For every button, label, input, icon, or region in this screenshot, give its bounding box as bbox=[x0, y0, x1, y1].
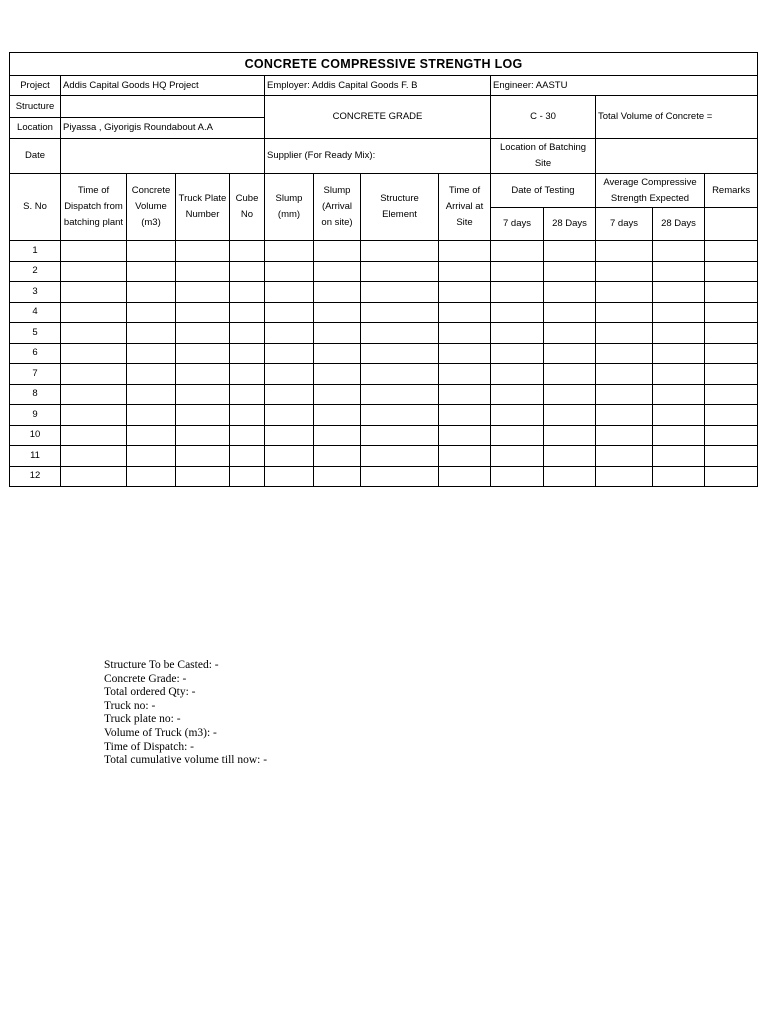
empty-cell bbox=[361, 425, 439, 446]
empty-cell bbox=[127, 405, 176, 426]
empty-cell bbox=[230, 241, 265, 262]
empty-cell bbox=[544, 425, 596, 446]
empty-cell bbox=[653, 282, 705, 303]
empty-cell bbox=[361, 302, 439, 323]
empty-cell bbox=[265, 302, 314, 323]
note-cumulative-volume: Total cumulative volume till now: - bbox=[104, 754, 268, 767]
empty-cell bbox=[61, 282, 127, 303]
empty-cell bbox=[265, 343, 314, 364]
empty-cell bbox=[439, 241, 491, 262]
table-row bbox=[10, 241, 758, 262]
table-row bbox=[10, 405, 758, 426]
location-value: Piyassa , Giyorigis Roundabout A.A bbox=[61, 118, 265, 139]
empty-cell bbox=[491, 282, 544, 303]
empty-cell bbox=[705, 446, 758, 467]
concrete-grade-value: C - 30 bbox=[491, 96, 596, 139]
empty-cell bbox=[439, 405, 491, 426]
empty-cell bbox=[596, 282, 653, 303]
empty-cell bbox=[491, 364, 544, 385]
empty-cell bbox=[61, 364, 127, 385]
col-structure-element: Structure Element bbox=[361, 174, 439, 241]
empty-cell bbox=[361, 343, 439, 364]
empty-cell bbox=[439, 302, 491, 323]
project-label: Project bbox=[10, 76, 61, 96]
empty-cell bbox=[491, 343, 544, 364]
col-truck-plate: Truck Plate Number bbox=[176, 174, 230, 241]
empty-cell bbox=[176, 446, 230, 467]
empty-cell bbox=[230, 343, 265, 364]
empty-cell bbox=[176, 261, 230, 282]
empty-cell bbox=[544, 364, 596, 385]
empty-cell bbox=[314, 302, 361, 323]
empty-cell bbox=[61, 466, 127, 487]
col-remarks: Remarks bbox=[705, 174, 758, 208]
note-truck-volume: Volume of Truck (m3): - bbox=[104, 726, 217, 739]
empty-cell bbox=[653, 302, 705, 323]
col-date-testing: Date of Testing bbox=[491, 174, 596, 208]
note-truck-no: Truck no: - bbox=[104, 699, 156, 712]
empty-cell bbox=[176, 241, 230, 262]
empty-cell bbox=[596, 323, 653, 344]
empty-cell bbox=[439, 323, 491, 344]
empty-cell bbox=[596, 446, 653, 467]
empty-cell bbox=[491, 323, 544, 344]
col-time-arrival: Time of Arrival at Site bbox=[439, 174, 491, 241]
empty-cell bbox=[705, 323, 758, 344]
supplier-field: Supplier (For Ready Mix): bbox=[265, 139, 491, 174]
empty-cell bbox=[705, 384, 758, 405]
empty-cell bbox=[653, 323, 705, 344]
empty-cell bbox=[439, 446, 491, 467]
empty-cell bbox=[544, 261, 596, 282]
table-row bbox=[10, 466, 758, 487]
row-number: 10 bbox=[10, 425, 61, 446]
table-row bbox=[10, 343, 758, 364]
concrete-grade-label: CONCRETE GRADE bbox=[265, 96, 491, 139]
empty-cell bbox=[653, 466, 705, 487]
empty-cell bbox=[265, 466, 314, 487]
empty-cell bbox=[127, 261, 176, 282]
empty-cell bbox=[314, 323, 361, 344]
empty-cell bbox=[265, 323, 314, 344]
empty-cell bbox=[127, 302, 176, 323]
empty-cell bbox=[705, 282, 758, 303]
empty-cell bbox=[230, 466, 265, 487]
table-row bbox=[10, 302, 758, 323]
empty-cell bbox=[596, 384, 653, 405]
empty-cell bbox=[61, 323, 127, 344]
empty-cell bbox=[361, 261, 439, 282]
strength-log-table bbox=[9, 52, 758, 487]
empty-cell bbox=[491, 466, 544, 487]
empty-cell bbox=[705, 261, 758, 282]
col-strength-7-days: 7 days bbox=[596, 208, 653, 241]
empty-cell bbox=[176, 405, 230, 426]
empty-cell bbox=[439, 282, 491, 303]
empty-cell bbox=[176, 282, 230, 303]
empty-cell bbox=[61, 241, 127, 262]
empty-cell bbox=[314, 364, 361, 385]
empty-cell bbox=[314, 466, 361, 487]
empty-cell bbox=[127, 425, 176, 446]
row-number: 12 bbox=[10, 466, 61, 487]
empty-cell bbox=[230, 446, 265, 467]
empty-cell bbox=[265, 364, 314, 385]
empty-cell bbox=[361, 446, 439, 467]
empty-cell bbox=[705, 466, 758, 487]
table-row bbox=[10, 384, 758, 405]
empty-cell bbox=[265, 384, 314, 405]
empty-cell bbox=[705, 425, 758, 446]
empty-cell bbox=[265, 282, 314, 303]
empty-cell bbox=[230, 405, 265, 426]
empty-cell bbox=[491, 241, 544, 262]
empty-cell bbox=[314, 384, 361, 405]
empty-cell bbox=[314, 261, 361, 282]
col-testing-7-days: 7 days bbox=[491, 208, 544, 241]
empty-cell bbox=[544, 405, 596, 426]
empty-cell bbox=[61, 384, 127, 405]
row-number: 5 bbox=[10, 323, 61, 344]
casting-notes bbox=[104, 659, 267, 768]
empty-cell bbox=[314, 282, 361, 303]
empty-cell bbox=[314, 446, 361, 467]
empty-cell bbox=[127, 343, 176, 364]
empty-cell bbox=[491, 384, 544, 405]
empty-cell bbox=[653, 261, 705, 282]
empty-cell bbox=[491, 302, 544, 323]
empty-cell bbox=[705, 241, 758, 262]
empty-cell bbox=[491, 425, 544, 446]
total-volume-field: Total Volume of Concrete = bbox=[596, 96, 758, 139]
empty-cell bbox=[127, 323, 176, 344]
empty-cell bbox=[265, 425, 314, 446]
empty-cell bbox=[361, 384, 439, 405]
empty-cell bbox=[596, 466, 653, 487]
empty-cell bbox=[265, 261, 314, 282]
note-time-dispatch: Time of Dispatch: - bbox=[104, 740, 194, 753]
empty-cell bbox=[127, 241, 176, 262]
empty-cell bbox=[361, 466, 439, 487]
row-number: 11 bbox=[10, 446, 61, 467]
table-row bbox=[10, 261, 758, 282]
empty-cell bbox=[544, 384, 596, 405]
empty-cell bbox=[596, 343, 653, 364]
empty-cell bbox=[596, 364, 653, 385]
empty-cell bbox=[544, 241, 596, 262]
row-number: 1 bbox=[10, 241, 61, 262]
batching-site-label: Location of Batching Site bbox=[491, 139, 596, 174]
col-slump-mm: Slump (mm) bbox=[265, 174, 314, 241]
empty-cell bbox=[705, 302, 758, 323]
row-number: 8 bbox=[10, 384, 61, 405]
empty-cell bbox=[653, 241, 705, 262]
empty-cell bbox=[176, 425, 230, 446]
empty-cell bbox=[230, 261, 265, 282]
location-label: Location bbox=[10, 118, 61, 139]
empty-cell bbox=[176, 323, 230, 344]
empty-cell bbox=[439, 384, 491, 405]
empty-cell bbox=[361, 282, 439, 303]
note-ordered-qty: Total ordered Qty: - bbox=[104, 686, 196, 699]
log-rows bbox=[10, 241, 758, 487]
note-truck-plate: Truck plate no: - bbox=[104, 713, 181, 726]
row-number: 7 bbox=[10, 364, 61, 385]
table-row bbox=[10, 446, 758, 467]
note-concrete-grade: Concrete Grade: - bbox=[104, 672, 187, 685]
col-testing-28-days: 28 Days bbox=[544, 208, 596, 241]
empty-cell bbox=[705, 405, 758, 426]
empty-cell bbox=[176, 384, 230, 405]
empty-cell bbox=[653, 425, 705, 446]
table-row bbox=[10, 282, 758, 303]
empty-cell bbox=[544, 302, 596, 323]
empty-cell bbox=[265, 241, 314, 262]
empty-cell bbox=[544, 282, 596, 303]
batching-site-value bbox=[596, 139, 758, 174]
row-number: 9 bbox=[10, 405, 61, 426]
project-value: Addis Capital Goods HQ Project bbox=[61, 76, 265, 96]
empty-cell bbox=[439, 466, 491, 487]
row-number: 2 bbox=[10, 261, 61, 282]
empty-cell bbox=[230, 425, 265, 446]
empty-cell bbox=[230, 302, 265, 323]
empty-cell bbox=[596, 241, 653, 262]
engineer-field: Engineer: AASTU bbox=[491, 76, 758, 96]
empty-cell bbox=[176, 466, 230, 487]
empty-cell bbox=[596, 405, 653, 426]
empty-cell bbox=[653, 384, 705, 405]
empty-cell bbox=[596, 302, 653, 323]
col-concrete-volume: Concrete Volume (m3) bbox=[127, 174, 176, 241]
structure-label: Structure bbox=[10, 96, 61, 118]
row-number: 3 bbox=[10, 282, 61, 303]
empty-cell bbox=[127, 282, 176, 303]
empty-cell bbox=[176, 364, 230, 385]
empty-cell bbox=[439, 261, 491, 282]
empty-cell bbox=[176, 302, 230, 323]
empty-cell bbox=[544, 466, 596, 487]
log-title: CONCRETE COMPRESSIVE STRENGTH LOG bbox=[10, 53, 758, 76]
col-remarks-sub bbox=[705, 208, 758, 241]
empty-cell bbox=[314, 343, 361, 364]
note-structure: Structure To be Casted: - bbox=[104, 659, 219, 671]
row-number: 4 bbox=[10, 302, 61, 323]
empty-cell bbox=[596, 261, 653, 282]
col-strength-28-days: 28 Days bbox=[653, 208, 705, 241]
empty-cell bbox=[61, 261, 127, 282]
empty-cell bbox=[61, 343, 127, 364]
date-label: Date bbox=[10, 139, 61, 174]
empty-cell bbox=[705, 364, 758, 385]
empty-cell bbox=[653, 405, 705, 426]
empty-cell bbox=[265, 446, 314, 467]
empty-cell bbox=[61, 446, 127, 467]
employer-field: Employer: Addis Capital Goods F. B bbox=[265, 76, 491, 96]
empty-cell bbox=[361, 323, 439, 344]
empty-cell bbox=[127, 364, 176, 385]
empty-cell bbox=[230, 323, 265, 344]
col-sno: S. No bbox=[10, 174, 61, 241]
empty-cell bbox=[544, 446, 596, 467]
empty-cell bbox=[61, 405, 127, 426]
empty-cell bbox=[491, 446, 544, 467]
empty-cell bbox=[361, 364, 439, 385]
empty-cell bbox=[314, 241, 361, 262]
empty-cell bbox=[61, 425, 127, 446]
col-cube-no: Cube No bbox=[230, 174, 265, 241]
structure-value bbox=[61, 96, 265, 118]
col-time-dispatch: Time of Dispatch from batching plant bbox=[61, 174, 127, 241]
table-row bbox=[10, 364, 758, 385]
empty-cell bbox=[265, 405, 314, 426]
row-number: 6 bbox=[10, 343, 61, 364]
empty-cell bbox=[127, 384, 176, 405]
empty-cell bbox=[230, 282, 265, 303]
empty-cell bbox=[544, 343, 596, 364]
empty-cell bbox=[705, 343, 758, 364]
empty-cell bbox=[61, 302, 127, 323]
empty-cell bbox=[176, 343, 230, 364]
table-row bbox=[10, 323, 758, 344]
empty-cell bbox=[653, 446, 705, 467]
empty-cell bbox=[491, 261, 544, 282]
empty-cell bbox=[230, 384, 265, 405]
empty-cell bbox=[653, 343, 705, 364]
empty-cell bbox=[653, 364, 705, 385]
empty-cell bbox=[127, 446, 176, 467]
empty-cell bbox=[596, 425, 653, 446]
empty-cell bbox=[127, 466, 176, 487]
empty-cell bbox=[544, 323, 596, 344]
empty-cell bbox=[314, 425, 361, 446]
empty-cell bbox=[230, 364, 265, 385]
empty-cell bbox=[439, 425, 491, 446]
empty-cell bbox=[314, 405, 361, 426]
empty-cell bbox=[491, 405, 544, 426]
empty-cell bbox=[361, 405, 439, 426]
col-avg-strength: Average Compressive Strength Expected bbox=[596, 174, 705, 208]
col-slump-arrival: Slump (Arrival on site) bbox=[314, 174, 361, 241]
date-value bbox=[61, 139, 265, 174]
table-row bbox=[10, 425, 758, 446]
empty-cell bbox=[439, 343, 491, 364]
empty-cell bbox=[439, 364, 491, 385]
empty-cell bbox=[361, 241, 439, 262]
